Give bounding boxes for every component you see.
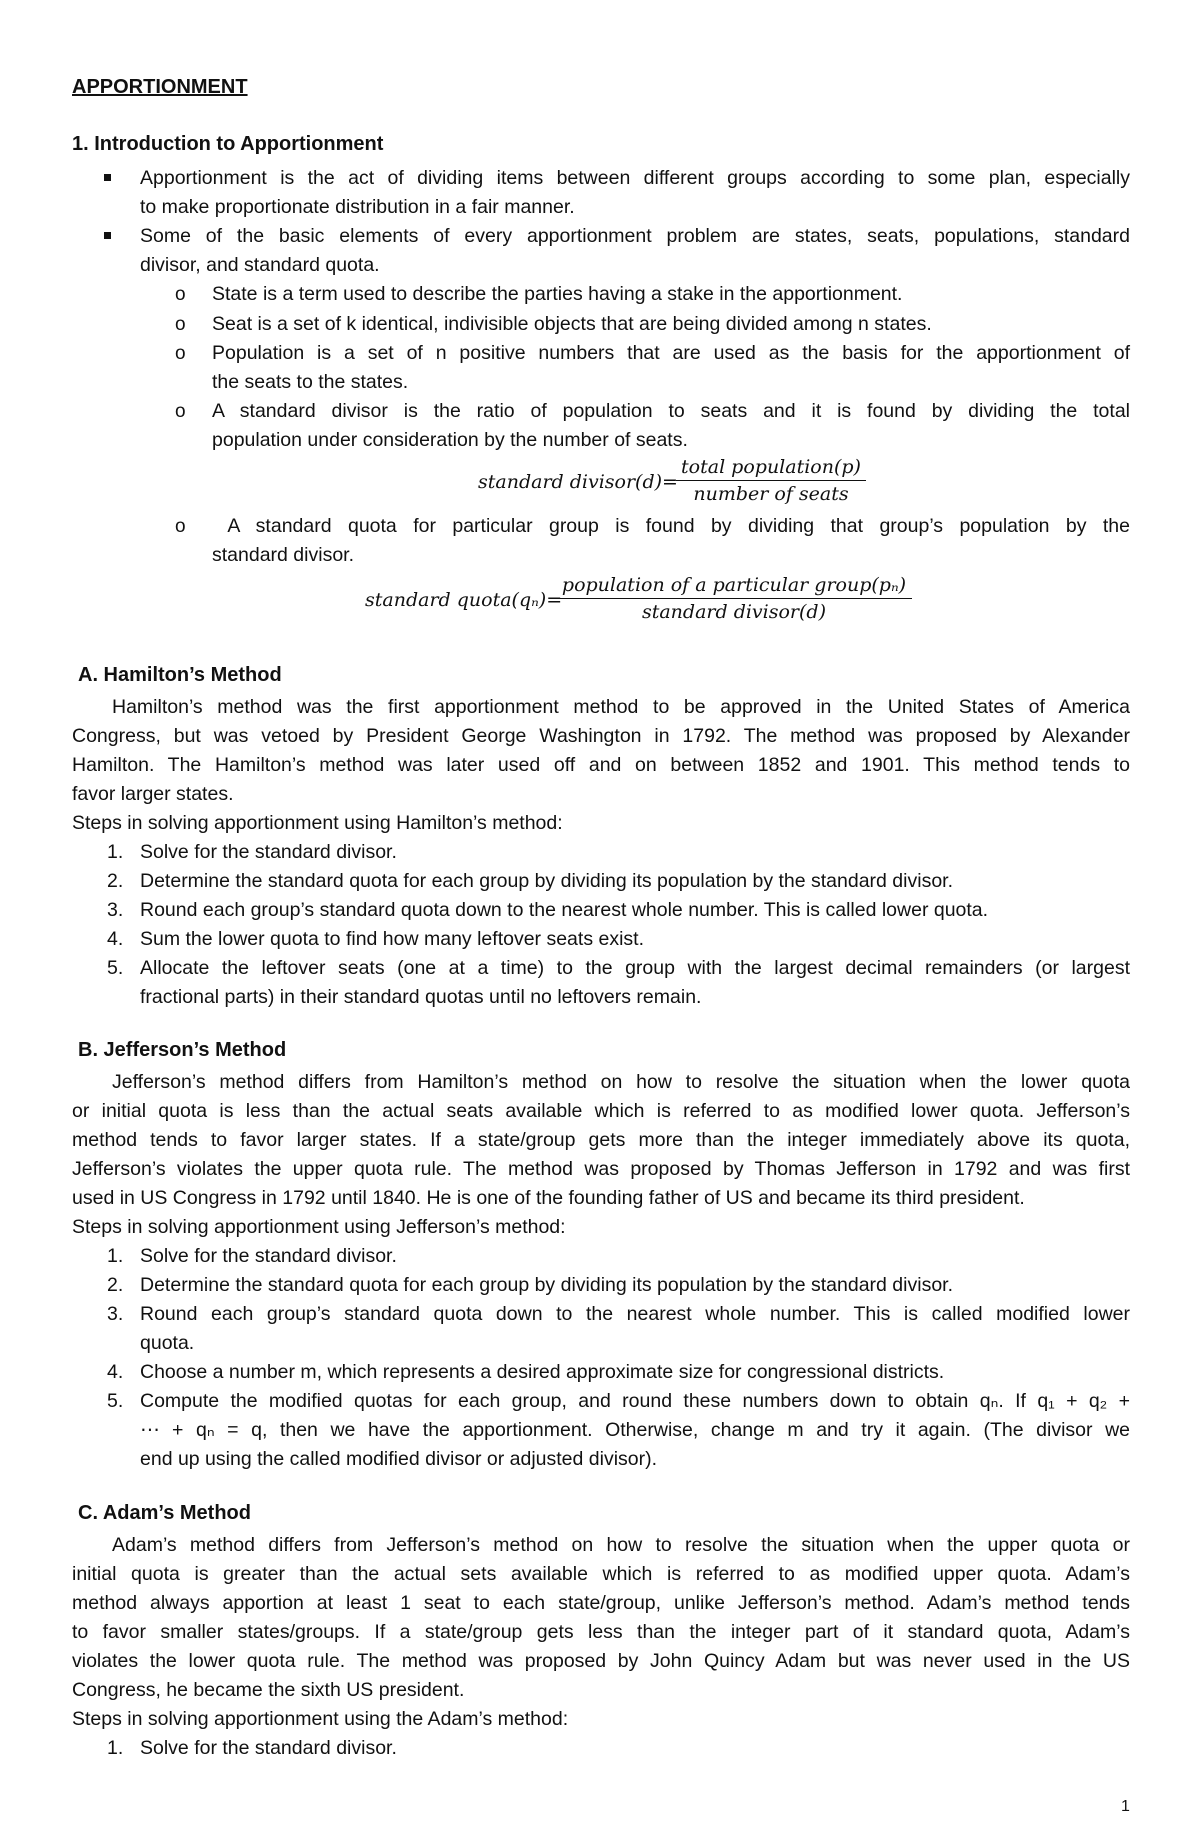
definition-state: State is a term used to describe the parties having a stake in the apportionment. [212,283,903,305]
adam-para-line-6: Congress, he became the sixth US president. [72,1679,465,1701]
definition-standard-divisor-line-2: population under consideration by the number of seats. [212,429,688,451]
jefferson-step-4: Choose a number m, which represents a desired approximate size for congressional districts. [140,1361,945,1383]
jefferson-heading: B. Jefferson’s Method [78,1039,287,1061]
step-number: 3. [107,899,124,921]
adam-step-1: Solve for the standard divisor. [140,1737,397,1759]
definition-standard-quota-line-1: A standard quota for particular group is found by dividing that group’s population by the [212,515,1130,537]
hamilton-step-2: Determine the standard quota for each group by dividing its population by the standard divisor. [140,870,954,892]
jefferson-step-2: Determine the standard quota for each group by dividing its population by the standard divisor. [140,1274,954,1296]
hamilton-step-5-line-2: fractional parts) in their standard quotas until no leftovers remain. [140,986,702,1008]
formula-standard-divisor-lhs: standard divisor(d)= [478,471,678,493]
adam-para-line-1: Adam’s method differs from Jefferson’s method on how to resolve the situation when the upper quota or [112,1534,1130,1556]
intro-bullet-2-line-1: Some of the basic elements of every apportionment problem are states, seats, populations, standard [140,225,1130,247]
step-number: 2. [107,1274,124,1296]
step-number: 2. [107,870,124,892]
jefferson-para-line-1: Jefferson’s method differs from Hamilton’s method on how to resolve the situation when the lower quota [112,1071,1130,1093]
hamilton-step-4: Sum the lower quota to find how many leftover seats exist. [140,928,645,950]
jefferson-para-line-5: used in US Congress in 1792 until 1840. He is one of the founding father of US and became its third president. [72,1187,1025,1209]
hamilton-para-line-2: Congress, but was vetoed by President George Washington in 1792. The method was proposed by Alexander [72,725,1130,747]
hamilton-step-1: Solve for the standard divisor. [140,841,397,863]
step-number: 3. [107,1303,124,1325]
jefferson-para-line-4: Jefferson’s violates the upper quota rule. The method was proposed by Thomas Jefferson in 1792 and was first [72,1158,1130,1180]
adam-heading: C. Adam’s Method [78,1502,251,1524]
formula-standard-divisor-fraction [676,456,866,505]
intro-heading: 1. Introduction to Apportionment [72,133,384,155]
circle-bullet-icon: o [175,401,186,422]
intro-bullet-2-line-2: divisor, and standard quota. [140,254,380,276]
circle-bullet-icon: o [175,343,186,364]
definition-standard-divisor-line-1: A standard divisor is the ratio of population to seats and it is found by dividing the total [212,400,1130,422]
adam-para-line-4: to favor smaller states/groups. If a state/group gets less than the integer part of it standard quota, Adam’s [72,1621,1130,1643]
formula-standard-divisor-denominator: number of seats [693,483,849,505]
jefferson-step-3-line-1: Round each group’s standard quota down to the nearest whole number. This is called modified lower [140,1303,1130,1325]
step-number: 5. [107,1390,124,1412]
step-number: 1. [107,841,124,863]
adam-steps-intro: Steps in solving apportionment using the Adam’s method: [72,1708,569,1730]
circle-bullet-icon: o [175,516,186,537]
jefferson-step-1: Solve for the standard divisor. [140,1245,397,1267]
step-number: 4. [107,928,124,950]
hamilton-para-line-3: Hamilton. The Hamilton’s method was later used off and on between 1852 and 1901. This method tends to [72,754,1130,776]
hamilton-heading: A. Hamilton’s Method [78,664,282,686]
jefferson-step-5-line-3: end up using the called modified divisor or adjusted divisor). [140,1448,658,1470]
adam-para-line-3: method always apportion at least 1 seat to each state/group, unlike Jefferson’s method. Adam’s method tends [72,1592,1130,1614]
square-bullet-icon [104,174,114,184]
formula-standard-quota-numerator: population of a particular group(pₙ) [556,574,912,599]
hamilton-steps-intro: Steps in solving apportionment using Hamilton’s method: [72,812,563,834]
hamilton-para-line-4: favor larger states. [72,783,234,805]
formula-standard-quota-lhs: standard quota(qₙ)= [365,589,563,611]
formula-standard-divisor-numerator: total population(p) [676,456,866,481]
adam-para-line-5: violates the lower quota rule. The method was proposed by John Quincy Adam but was never used in the US [72,1650,1130,1672]
intro-bullet-1-line-1: Apportionment is the act of dividing items between different groups according to some plan, especially [140,167,1130,189]
step-number: 1. [107,1245,124,1267]
intro-bullet-1-line-2: to make proportionate distribution in a fair manner. [140,196,575,218]
step-number: 5. [107,957,124,979]
step-number: 4. [107,1361,124,1383]
definition-population-line-2: the seats to the states. [212,371,409,393]
step-number: 1. [107,1737,124,1759]
jefferson-step-5-line-2: ⋯ + qₙ = q, then we have the apportionment. Otherwise, change m and try it again. (The divisor we [140,1419,1130,1441]
hamilton-para-line-1: Hamilton’s method was the first apportionment method to be approved in the United States of America [112,696,1130,718]
formula-standard-quota-denominator: standard divisor(d) [641,601,827,623]
hamilton-step-5-line-1: Allocate the leftover seats (one at a time) to the group with the largest decimal remainders (or largest [140,957,1130,979]
definition-population-line-1: Population is a set of n positive numbers that are used as the basis for the apportionment of [212,342,1130,364]
jefferson-para-line-2: or initial quota is less than the actual seats available which is referred to as modified lower quota. Jefferson’s [72,1100,1130,1122]
definition-seat: Seat is a set of k identical, indivisible objects that are being divided among n states. [212,313,932,335]
jefferson-steps-intro: Steps in solving apportionment using Jefferson’s method: [72,1216,566,1238]
page-number: 1 [1121,1798,1130,1815]
hamilton-step-3: Round each group’s standard quota down to the nearest whole number. This is called lower quota. [140,899,989,921]
circle-bullet-icon: o [175,314,186,335]
jefferson-step-3-line-2: quota. [140,1332,195,1354]
adam-para-line-2: initial quota is greater than the actual sets available which is referred to as modified upper quota. Adam’s [72,1563,1130,1585]
definition-standard-quota-line-2: standard divisor. [212,544,354,566]
document-title: APPORTIONMENT [72,76,248,98]
jefferson-para-line-3: method tends to favor larger states. If a state/group gets more than the integer immediately above its quota, [72,1129,1130,1151]
circle-bullet-icon: o [175,284,186,305]
formula-standard-quota-fraction [556,574,912,623]
jefferson-step-5-line-1: Compute the modified quotas for each group, and round these numbers down to obtain qₙ. If q₁ + q₂ + [140,1390,1130,1412]
square-bullet-icon [104,232,114,242]
